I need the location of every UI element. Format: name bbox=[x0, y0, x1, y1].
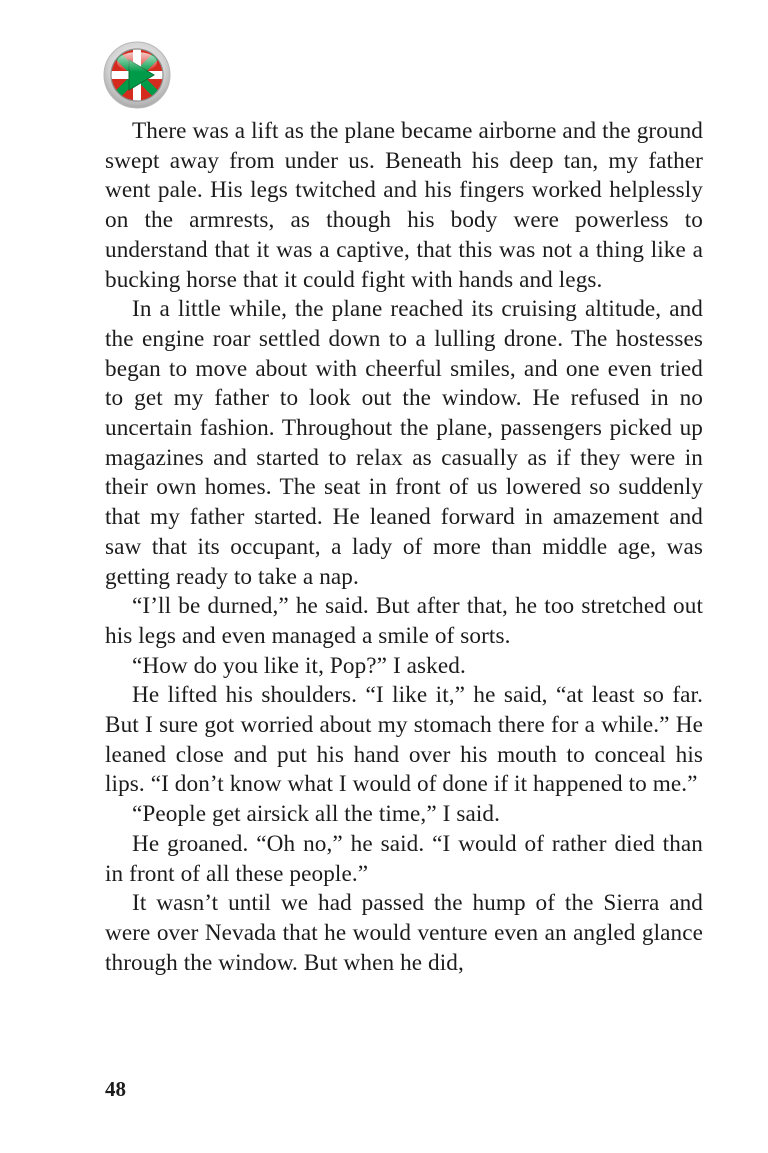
body-text bbox=[105, 117, 703, 978]
paragraph-2: In a little while, the plane reached its cruising altitude, and the engine roar settled down to a lulling drone. The hostesses began to move about with cheerful smiles, and one even tried to get my father to look out the window. He refused in no uncertain fashion. Throughout the plane, passengers picked up magazines and started to relax as casually as if they were in their own homes. The seat in front of us lowered so suddenly that my father started. He leaned forward in amazement and saw that its occupant, a lady of more than middle age, was getting ready to take a nap. bbox=[105, 296, 703, 590]
page-number: 48 bbox=[105, 1077, 126, 1101]
paragraph-7: He groaned. “Oh no,” he said. “I would of rather died than in front of all these people.” bbox=[105, 830, 703, 887]
paragraph-5: He lifted his shoulders. “I like it,” he said, “at least so far. But I sure got worried about my stomach there for a while.” He leaned close and put his hand over his mouth to conceal his lips. “I don’t know what I would of done if it happened to me.” bbox=[105, 682, 703, 798]
basque-flag-play-icon[interactable] bbox=[102, 40, 172, 110]
paragraph-3: “I’ll be durned,” he said. But after that, he too stretched out his legs and even managed a smile of sorts. bbox=[105, 593, 703, 649]
paragraph-8: It wasn’t until we had passed the hump of the Sierra and were over Nevada that he would venture even an angled glance through the window. But when he did, bbox=[105, 890, 703, 976]
paragraph-1: There was a lift as the plane became airborne and the ground swept away from under us. Beneath his deep tan, my father went pale. His legs twitched and his fingers worked helplessly on the armrests, as though his body were powerless to understand that it was a captive, that this was not a thing like a bucking horse that it could fight with hands and legs. bbox=[105, 118, 703, 293]
basque-flag-play-icon-graphic bbox=[102, 40, 172, 110]
paragraph-4: “How do you like it, Pop?” I asked. bbox=[132, 652, 466, 679]
paragraph-6: “People get airsick all the time,” I said. bbox=[132, 801, 500, 828]
